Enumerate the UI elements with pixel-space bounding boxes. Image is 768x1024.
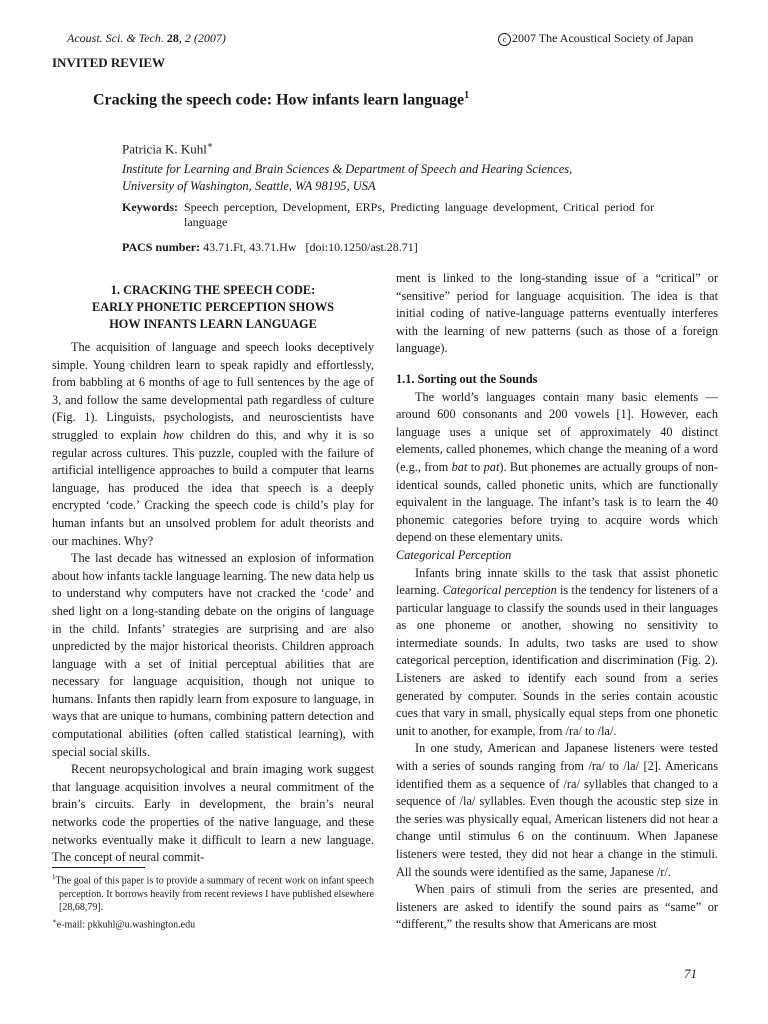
paper-title [93, 90, 469, 109]
pacs-label: PACS number: [122, 240, 201, 254]
article-type-label: INVITED REVIEW [52, 55, 166, 70]
footnote-divider [52, 867, 145, 868]
keywords-block [122, 200, 654, 230]
term-categorical-perception: Categorical perception [442, 583, 557, 598]
copyright-icon: c [498, 33, 511, 46]
pacs-line [122, 240, 418, 255]
left-column [52, 270, 374, 867]
affiliation-line-2: University of Washington, Seattle, WA 98195, USA [122, 179, 376, 193]
title-footnote-mark: 1 [464, 90, 470, 101]
affiliation-line-1: Institute for Learning and Brain Sciences & Department of Speech and Hearing Sciences, [122, 162, 573, 176]
section-1-heading-line-2: EARLY PHONETIC PERCEPTION SHOWS [92, 300, 334, 314]
paragraph-3: Recent neuropsychological and brain imaging work suggest that language acquisition involves a neural commitment of the brain’s circuits. Early in development, the brain’s neural networks code the properties of the native language, and these networks eventually make it difficult to learn a new language. The concept of neural commit- [52, 762, 374, 865]
pacs-numbers: 43.71.Ft, 43.71.Hw [203, 240, 297, 254]
right-paragraph-3 [396, 565, 718, 741]
word-pat: pat [483, 459, 500, 474]
running-header-citation [67, 31, 226, 46]
author-name-text: Patricia K. Kuhl [122, 141, 207, 157]
journal-volume: 28 [166, 31, 179, 45]
word-bat: bat [451, 459, 468, 474]
author-mark: ∗ [206, 140, 213, 150]
footnote-2 [52, 915, 374, 932]
journal-name: Acoust. Sci. & Tech. [67, 31, 164, 45]
right-paragraph-2-mid: to [467, 459, 484, 474]
footnote-1 [52, 871, 374, 915]
section-1-heading [52, 282, 374, 333]
author-affiliation [122, 161, 682, 195]
right-paragraph-2-part-a: The world’s languages contain many basic elements — around 600 consonants and 200 vowels [1]. However, each language uses a unique set of approximately 40 distinct elements, called phonemes, which change the meaning of a word (e.g., from [396, 389, 718, 474]
doi-reference: [doi:10.1250/ast.28.71] [305, 240, 418, 254]
footnote-2-text: e-mail: pkkuhl@u.washington.edu [56, 919, 196, 931]
footnote-1-text: The goal of this paper is to provide a summary of recent work on infant speech perception. It borrows heavily from recent reviews I have published elsewhere [28,68,79]. [55, 875, 374, 914]
paragraph-2: The last decade has witnessed an explosion of information about how infants tackle language learning. The new data help us to understand why computers have not cracked the ‘code’ and shed light on a long-standing debate on the origins of language in the child. Infants’ strategies are surprising and are also unpredicted by the major historical theorists. Children approach language with a set of initial perceptual abilities that are necessary for language acquisition, though not unique to humans. Infants then rapidly learn from exposure to language, in ways that are unique to humans, combining pattern detection and computational abilities (often called statistical learning), with special social skills. [52, 551, 374, 759]
footnote-2-mark: ∗ [52, 916, 57, 925]
right-column [396, 270, 718, 934]
right-paragraph-5: When pairs of stimuli from the series are presented, and listeners are asked to identify the sound pairs as “same” or “different,” the results show that Americans are most [396, 882, 718, 932]
paragraph-1 [52, 339, 374, 550]
keywords-label: Keywords: [122, 200, 178, 214]
running-header-copyright [498, 31, 693, 46]
right-paragraph-3-part-b: is the tendency for listeners of a particular language to classify the sounds used in their languages as one phoneme or another, showing no sensitivity to intermediate sounds. In adults, two tasks are used to show categorical perception, identification and discrimination (Fig. 2). Listeners are asked to identify each sound from a series generated by computer. Sounds in the series contain acoustic cues that vary in small, physically equal steps from one phonetic unit to another, for example, from /ra/ to /la/. [396, 583, 719, 738]
subsection-heading: 1.1. Sorting out the Sounds [396, 371, 538, 386]
section-1-heading-line-3: HOW INFANTS LEARN LANGUAGE [109, 317, 317, 331]
right-paragraph-2-part-b: ). But phonemes are actually groups of non-identical sounds, called phonetic units, which are functionally equivalent in the language. The infant’s task is to learn the 40 phonemic categories before trying to acquire words which depend on these elementary units. [396, 459, 718, 545]
right-paragraph-3-part-a: Infants bring innate skills to the task that assist phonetic learning. [396, 565, 718, 598]
footnotes [52, 871, 374, 932]
right-paragraph-1: ment is linked to the long-standing issue of a “critical” or “sensitive” period for language acquisition. The idea is that initial coding of native-language patterns eventually interferes with the learning of new patterns (such as those of a foreign language). [396, 271, 718, 356]
right-paragraph-2 [396, 389, 718, 547]
paragraph-1-emphasis: how [163, 427, 184, 442]
journal-issue: , 2 (2007) [178, 31, 226, 45]
paragraph-1-part-a: The acquisition of language and speech looks deceptively simple. Young children learn to speak rapidly and effortlessly, from babbling at 6 months of age to full sentences by the age of 3, and follow the same developmental path regardless of culture (Fig. 1). Linguists, psychologists, and neuroscientists have struggled to explain [52, 340, 374, 442]
keywords-text: Speech perception, Development, ERPs, Predicting language development, Critical period for language [184, 200, 654, 229]
author-name [122, 140, 213, 157]
footnote-1-mark: 1 [52, 873, 56, 881]
right-paragraph-4: In one study, American and Japanese listeners were tested with a series of sounds ranging from /ra/ to /la/ [2]. Americans identified them as a sequence of /ra/ syllables that changed to a sequence of /la/ syllables. Even though the acoustic step size in the series was physically equal, American listeners did not hear a change until stimulus 6 on the continuum. When Japanese listeners were tested, they did not hear a change in the stimuli. All the sounds were identified as the same, Japanese /r/. [396, 741, 718, 879]
paper-title-text: Cracking the speech code: How infants learn language [93, 91, 465, 109]
copyright-text: 2007 The Acoustical Society of Japan [512, 31, 694, 45]
page-number: 71 [684, 966, 697, 981]
paragraph-1-part-b: children do this, and why it is so regular across cultures. This puzzle, coupled with the failure of artificial intelligence approaches to build a computer that learns language, has produced the idea that speech is a deeply encrypted ‘code.’ Cracking the speech code is child’s play for human infants but an unsolved problem for adult theorists and our machines. Why? [52, 427, 375, 548]
section-1-heading-line-1: 1. CRACKING THE SPEECH CODE: [110, 283, 316, 297]
subsubsection-heading: Categorical Perception [396, 547, 512, 562]
